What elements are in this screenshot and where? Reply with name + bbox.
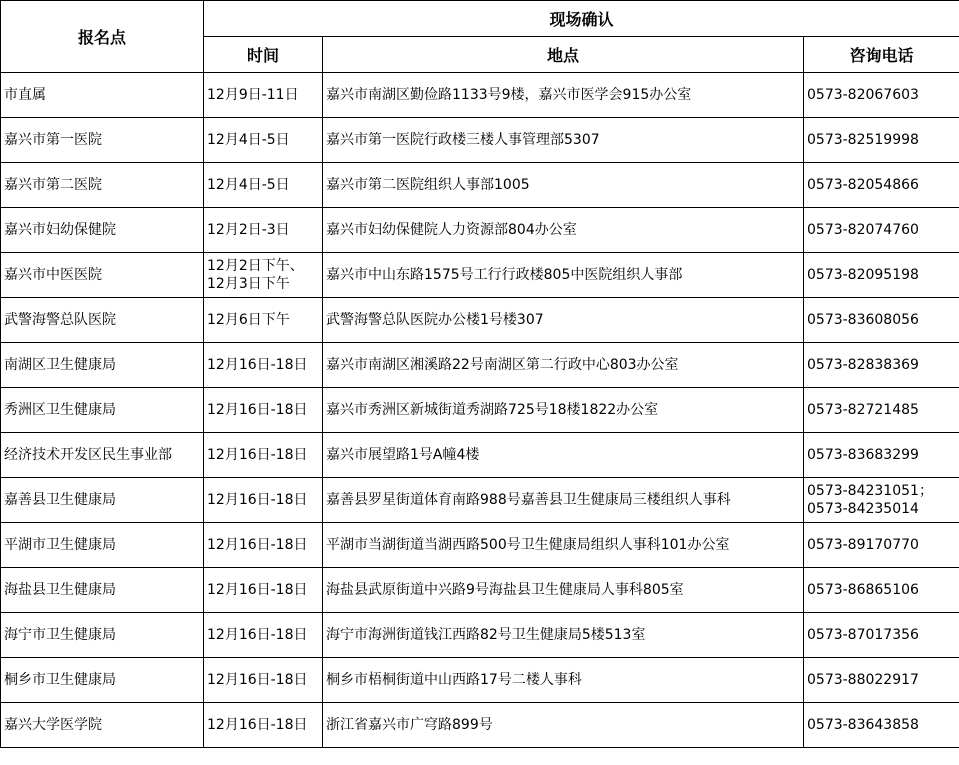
time-line: 12月16日-18日 xyxy=(207,717,308,733)
cell-site: 经济技术开发区民生事业部 xyxy=(1,433,204,478)
cell-site: 嘉兴大学医学院 xyxy=(1,703,204,748)
header-site: 报名点 xyxy=(1,1,204,73)
cell-time xyxy=(204,73,323,118)
time-line: 12月2日-3日 xyxy=(207,222,290,238)
phone-line: 0573-86865106 xyxy=(807,582,919,598)
phone-line: 0573-82074760 xyxy=(807,222,919,238)
cell-site: 市直属 xyxy=(1,73,204,118)
phone-line: 0573-87017356 xyxy=(807,627,919,643)
phone-line: 0573-84231051； xyxy=(807,483,933,499)
cell-location: 嘉兴市南湖区勤俭路1133号9楼，嘉兴市医学会915办公室 xyxy=(323,73,804,118)
cell-location: 嘉兴市第一医院行政楼三楼人事管理部5307 xyxy=(323,118,804,163)
cell-location: 浙江省嘉兴市广穹路899号 xyxy=(323,703,804,748)
phone-line: 0573-82519998 xyxy=(807,132,919,148)
cell-time xyxy=(204,298,323,343)
cell-time xyxy=(204,658,323,703)
cell-phone xyxy=(804,478,959,523)
table-row xyxy=(1,208,959,253)
cell-phone xyxy=(804,703,959,748)
table-row xyxy=(1,298,959,343)
cell-time xyxy=(204,433,323,478)
cell-location: 嘉善县罗星街道体育南路988号嘉善县卫生健康局三楼组织人事科 xyxy=(323,478,804,523)
cell-site: 南湖区卫生健康局 xyxy=(1,343,204,388)
cell-location: 平湖市当湖街道当湖西路500号卫生健康局组织人事科101办公室 xyxy=(323,523,804,568)
time-line: 12月3日下午 xyxy=(207,276,290,292)
cell-phone xyxy=(804,523,959,568)
time-line: 12月2日下午、 xyxy=(207,258,304,274)
cell-phone xyxy=(804,613,959,658)
cell-time xyxy=(204,703,323,748)
cell-site: 海宁市卫生健康局 xyxy=(1,613,204,658)
cell-site: 嘉兴市第二医院 xyxy=(1,163,204,208)
phone-line: 0573-82838369 xyxy=(807,357,919,373)
cell-phone xyxy=(804,253,959,298)
cell-location: 武警海警总队医院办公楼1号楼307 xyxy=(323,298,804,343)
header-confirm: 现场确认 xyxy=(204,1,959,37)
table-row xyxy=(1,523,959,568)
cell-location: 海宁市海洲街道钱江西路82号卫生健康局5楼513室 xyxy=(323,613,804,658)
header-time: 时间 xyxy=(204,37,323,73)
cell-phone xyxy=(804,118,959,163)
time-line: 12月4日-5日 xyxy=(207,132,290,148)
time-line: 12月16日-18日 xyxy=(207,672,308,688)
cell-time xyxy=(204,523,323,568)
phone-line: 0573-82721485 xyxy=(807,402,919,418)
cell-location: 嘉兴市展望路1号A幢4楼 xyxy=(323,433,804,478)
cell-location: 海盐县武原街道中兴路9号海盐县卫生健康局人事科805室 xyxy=(323,568,804,613)
table-body xyxy=(1,73,959,748)
cell-location: 嘉兴市南湖区湘溪路22号南湖区第二行政中心803办公室 xyxy=(323,343,804,388)
cell-time xyxy=(204,568,323,613)
table-row xyxy=(1,478,959,523)
phone-line: 0573-83643858 xyxy=(807,717,919,733)
cell-site: 海盐县卫生健康局 xyxy=(1,568,204,613)
table-row xyxy=(1,73,959,118)
cell-time xyxy=(204,478,323,523)
cell-time xyxy=(204,343,323,388)
cell-site: 嘉兴市妇幼保健院 xyxy=(1,208,204,253)
table-row xyxy=(1,433,959,478)
phone-line: 0573-83608056 xyxy=(807,312,919,328)
cell-site: 嘉兴市第一医院 xyxy=(1,118,204,163)
phone-line: 0573-82067603 xyxy=(807,87,919,103)
time-line: 12月6日下午 xyxy=(207,312,290,328)
phone-line: 0573-89170770 xyxy=(807,537,919,553)
time-line: 12月16日-18日 xyxy=(207,627,308,643)
cell-location: 嘉兴市第二医院组织人事部1005 xyxy=(323,163,804,208)
time-line: 12月16日-18日 xyxy=(207,582,308,598)
cell-site: 武警海警总队医院 xyxy=(1,298,204,343)
cell-location: 嘉兴市中山东路1575号工行行政楼805中医院组织人事部 xyxy=(323,253,804,298)
table-row xyxy=(1,658,959,703)
cell-site: 嘉兴市中医医院 xyxy=(1,253,204,298)
cell-phone xyxy=(804,568,959,613)
table-row xyxy=(1,613,959,658)
cell-location: 嘉兴市秀洲区新城街道秀湖路725号18楼1822办公室 xyxy=(323,388,804,433)
time-line: 12月16日-18日 xyxy=(207,447,308,463)
table-row xyxy=(1,703,959,748)
header-phone: 咨询电话 xyxy=(804,37,959,73)
table-row xyxy=(1,568,959,613)
cell-phone xyxy=(804,343,959,388)
cell-site: 秀洲区卫生健康局 xyxy=(1,388,204,433)
cell-phone xyxy=(804,658,959,703)
phone-line: 0573-83683299 xyxy=(807,447,919,463)
cell-phone xyxy=(804,163,959,208)
table-row xyxy=(1,253,959,298)
time-line: 12月16日-18日 xyxy=(207,402,308,418)
cell-time xyxy=(204,118,323,163)
cell-site: 平湖市卫生健康局 xyxy=(1,523,204,568)
cell-time xyxy=(204,208,323,253)
table-row xyxy=(1,163,959,208)
table-row xyxy=(1,343,959,388)
cell-location: 桐乡市梧桐街道中山西路17号二楼人事科 xyxy=(323,658,804,703)
cell-site: 嘉善县卫生健康局 xyxy=(1,478,204,523)
time-line: 12月16日-18日 xyxy=(207,492,308,508)
time-line: 12月16日-18日 xyxy=(207,357,308,373)
cell-phone xyxy=(804,433,959,478)
header-location: 地点 xyxy=(323,37,804,73)
cell-time xyxy=(204,388,323,433)
phone-line: 0573-88022917 xyxy=(807,672,919,688)
cell-time xyxy=(204,163,323,208)
phone-line: 0573-82054866 xyxy=(807,177,919,193)
time-line: 12月9日-11日 xyxy=(207,87,299,103)
cell-location: 嘉兴市妇幼保健院人力资源部804办公室 xyxy=(323,208,804,253)
cell-site: 桐乡市卫生健康局 xyxy=(1,658,204,703)
phone-line: 0573-82095198 xyxy=(807,267,919,283)
time-line: 12月4日-5日 xyxy=(207,177,290,193)
time-line: 12月16日-18日 xyxy=(207,537,308,553)
cell-time xyxy=(204,613,323,658)
cell-phone xyxy=(804,73,959,118)
cell-time xyxy=(204,253,323,298)
table-row xyxy=(1,388,959,433)
cell-phone xyxy=(804,298,959,343)
phone-line: 0573-84235014 xyxy=(807,501,919,517)
table-row xyxy=(1,118,959,163)
cell-phone xyxy=(804,208,959,253)
cell-phone xyxy=(804,388,959,433)
